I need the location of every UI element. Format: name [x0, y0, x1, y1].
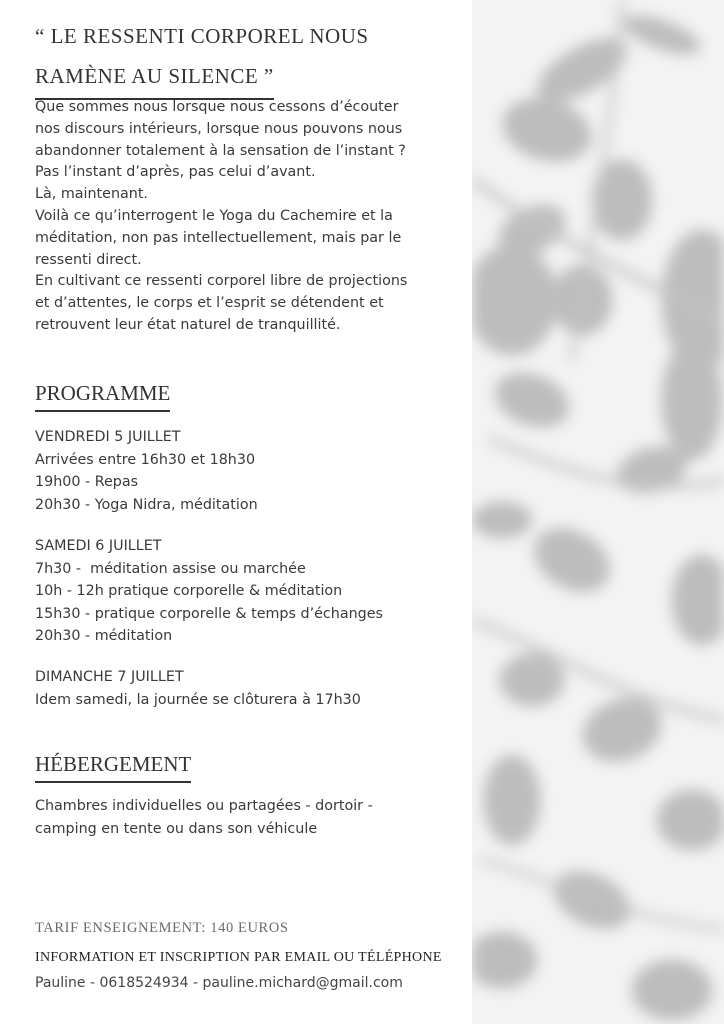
schedule-item: Arrivées entre 16h30 et 18h30	[35, 451, 256, 468]
tarif-text: TARIF ENSEIGNEMENT: 140 EUROS	[35, 920, 289, 936]
hebergement-heading: HÉBERGEMENT	[35, 752, 191, 783]
leaf-shadow-graphic	[472, 0, 724, 1024]
intro-line: Pas l’instant d’après, pas celui d’avant.	[35, 164, 316, 181]
intro-line: En cultivant ce ressenti corporel libre de projections	[35, 273, 408, 290]
hebergement-line: camping en tente ou dans son véhicule	[35, 820, 318, 837]
intro-line: méditation, non pas intellectuellement, mais par le	[35, 229, 402, 246]
intro-text	[35, 97, 475, 337]
intro-line: nos discours intérieurs, lorsque nous pouvons nous	[35, 120, 403, 137]
intro-line: retrouvent leur état naturel de tranquillité.	[35, 316, 341, 333]
intro-line: abandonner totalement à la sensation de l’instant ?	[35, 142, 406, 159]
hebergement-text	[35, 795, 475, 840]
schedule-item: 19h00 - Repas	[35, 474, 139, 491]
programme-day-friday	[35, 426, 475, 516]
title-line-1: “ LE RESSENTI CORPOREL NOUS	[35, 24, 369, 48]
intro-line: ressenti direct.	[35, 251, 142, 268]
schedule-item: 20h30 - Yoga Nidra, méditation	[35, 496, 258, 513]
day-title: VENDREDI 5 JUILLET	[35, 429, 181, 445]
schedule-item: 10h - 12h pratique corporelle & méditation	[35, 583, 343, 600]
info-text: INFORMATION ET INSCRIPTION PAR EMAIL OU TÉLÉPHONE	[35, 950, 442, 965]
intro-line: Voilà ce qu’interrogent le Yoga du Cachemire et la	[35, 207, 393, 224]
intro-line: Là, maintenant.	[35, 186, 148, 203]
intro-line: Que sommes nous lorsque nous cessons d’écouter	[35, 99, 399, 115]
intro-line: et d’attentes, le corps et l’esprit se détendent et	[35, 295, 384, 312]
day-title: DIMANCHE 7 JUILLET	[35, 669, 184, 685]
title-line-2: RAMÈNE AU SILENCE ”	[35, 58, 274, 100]
schedule-item: 15h30 - pratique corporelle & temps d’échanges	[35, 605, 383, 622]
programme-day-saturday	[35, 535, 475, 648]
schedule-item: Idem samedi, la journée se clôturera à 17h30	[35, 691, 361, 708]
schedule-item: 20h30 - méditation	[35, 628, 173, 645]
schedule-item: 7h30 - méditation assise ou marchée	[35, 560, 306, 577]
leaf-shadow-background	[472, 0, 724, 1024]
programme-day-sunday	[35, 666, 475, 711]
page-title	[35, 18, 369, 100]
hebergement-line: Chambres individuelles ou partagées - dortoir -	[35, 798, 373, 814]
contact-text: Pauline - 0618524934 - pauline.michard@gmail.com	[35, 975, 403, 991]
day-title: SAMEDI 6 JUILLET	[35, 538, 162, 554]
programme-heading: PROGRAMME	[35, 381, 170, 412]
